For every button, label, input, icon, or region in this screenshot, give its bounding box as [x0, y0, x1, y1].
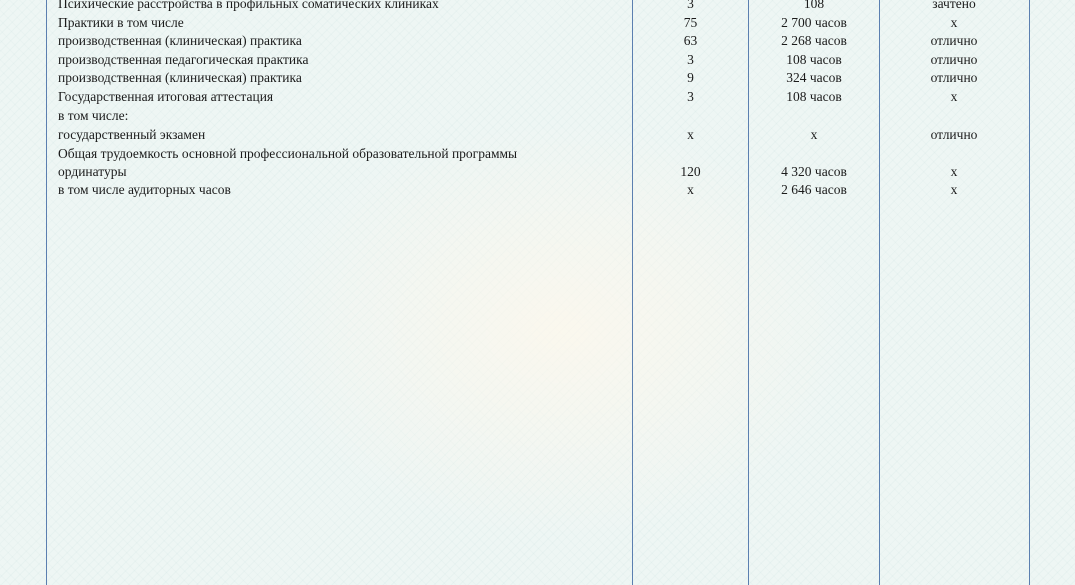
table-row	[0, 88, 1075, 106]
row-name: в том числе аудиторных часов	[58, 182, 231, 197]
row-hours: 2 268 часов	[781, 33, 847, 48]
row-grade: х	[950, 182, 958, 197]
table-row	[0, 0, 1075, 13]
row-zet: 63	[683, 33, 698, 48]
row-grade: х	[950, 89, 958, 104]
row-zet: 3	[687, 52, 694, 67]
row-hours: 324 часов	[786, 70, 842, 85]
row-hours: х	[810, 127, 818, 142]
row-grade: зачтено	[932, 0, 976, 11]
row-name: государственный экзамен	[58, 127, 206, 142]
row-name: производственная (клиническая) практика	[58, 33, 302, 48]
row-name: Государственная итоговая аттестация	[58, 89, 274, 104]
row-zet: х	[687, 182, 694, 197]
row-name: в том числе:	[58, 108, 129, 123]
row-grade: отлично	[930, 33, 978, 48]
row-zet: х	[687, 127, 694, 142]
table-row	[0, 14, 1075, 32]
row-grade: отлично	[930, 52, 978, 67]
row-name: ординатуры	[58, 164, 127, 179]
row-hours: 2 700 часов	[781, 15, 847, 30]
row-zet: 3	[687, 0, 694, 11]
row-zet: 75	[683, 15, 698, 30]
row-grade: отлично	[930, 70, 978, 85]
row-hours: 108	[803, 0, 825, 11]
row-zet: 3	[687, 89, 694, 104]
row-name: производственная педагогическая практика	[58, 52, 309, 67]
row-grade: х	[950, 15, 958, 30]
table-row	[0, 107, 1075, 125]
row-hours: 108 часов	[786, 52, 842, 67]
row-hours: 4 320 часов	[781, 164, 847, 179]
row-name: производственная (клиническая) практика	[58, 70, 302, 85]
row-name: Общая трудоемкость основной профессиональной образовательной программы	[58, 146, 518, 161]
table-row	[0, 32, 1075, 50]
table-row	[0, 145, 1075, 163]
table-row	[0, 69, 1075, 87]
row-grade: х	[950, 164, 958, 179]
table-row	[0, 51, 1075, 69]
row-name: Психические расстройства в профильных соматических клиниках	[58, 0, 439, 11]
row-zet: 120	[680, 164, 701, 179]
table-row	[0, 163, 1075, 181]
row-zet: 9	[687, 70, 694, 85]
table-row	[0, 126, 1075, 144]
row-grade: отлично	[930, 127, 978, 142]
row-hours: 2 646 часов	[781, 182, 847, 197]
row-hours: 108 часов	[786, 89, 842, 104]
row-name: Практики в том числе	[58, 15, 184, 30]
table-row	[0, 181, 1075, 199]
